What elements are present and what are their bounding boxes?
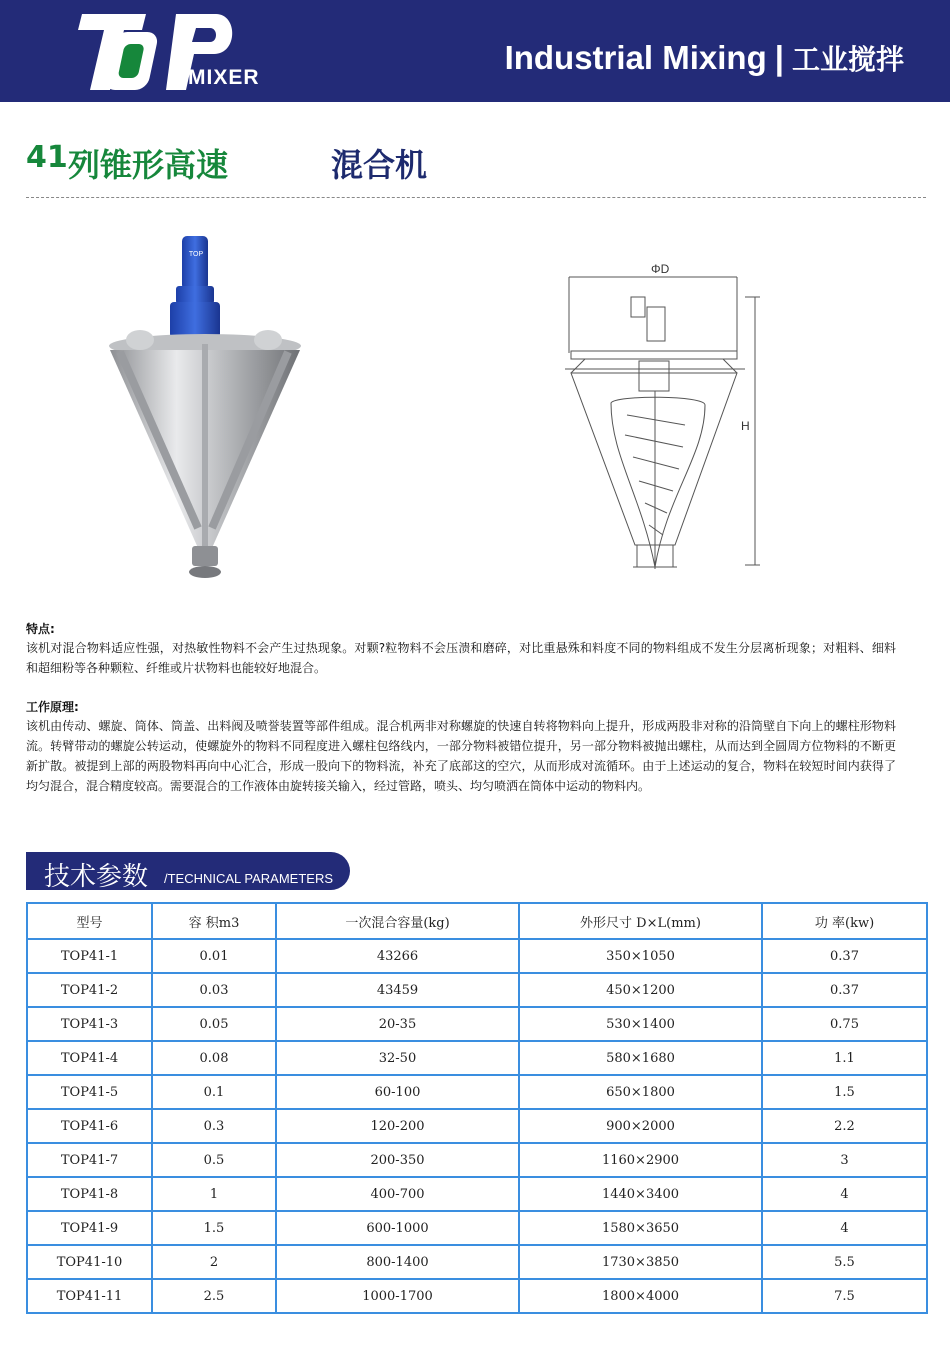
table-row xyxy=(27,1177,927,1211)
principle-text: 该机由传动、螺旋、筒体、筒盖、出料阀及喷誉装置等部件组成。混合机两非对称螺旋的快速自转将物料向上提升，形成两股非对称的沿筒壁自下向上的螺柱形物料流。转臂带动的螺旋公转运动，使螺旋外的物料不同程度进入螺柱包络线内，一部分物料被错位提升，另一部分物料被抛出螺柱，从而达到全圆周方位物料的不断更新扩散。被提到上部的两股物料再向中心汇合，形成一股向下的物料流，补充了底部这的空穴，从而形成对流循环。由于上述运动的复合，物料在较短时间内获得了均匀混合，混合精度较高。需要混合的工作液体由旋转接关输入，经过管路，喷头、均匀喷洒在筒体中运动的物料内。 xyxy=(26,719,896,793)
cell-dimensions: 580×1680 xyxy=(519,1041,762,1075)
cell-capacity: 43266 xyxy=(276,939,519,973)
cell-dimensions: 1730×3850 xyxy=(519,1245,762,1279)
cell-model: TOP41-1 xyxy=(27,939,152,973)
table-row xyxy=(27,973,927,1007)
cell-model: TOP41-4 xyxy=(27,1041,152,1075)
cell-dimensions: 1800×4000 xyxy=(519,1279,762,1313)
cell-power: 1.1 xyxy=(762,1041,927,1075)
cell-model: TOP41-5 xyxy=(27,1075,152,1109)
features-heading: 特点: xyxy=(26,622,55,636)
cell-model: TOP41-7 xyxy=(27,1143,152,1177)
cell-model: TOP41-11 xyxy=(27,1279,152,1313)
table-row xyxy=(27,1109,927,1143)
cell-dimensions: 1160×2900 xyxy=(519,1143,762,1177)
cell-model: TOP41-3 xyxy=(27,1007,152,1041)
cell-capacity: 600-1000 xyxy=(276,1211,519,1245)
height-label: H xyxy=(741,419,750,433)
cell-capacity: 400-700 xyxy=(276,1177,519,1211)
cell-model: TOP41-8 xyxy=(27,1177,152,1211)
header-power: 功 率(kw) xyxy=(762,903,927,939)
table-row xyxy=(27,939,927,973)
cell-power: 4 xyxy=(762,1211,927,1245)
cell-model: TOP41-6 xyxy=(27,1109,152,1143)
page-header xyxy=(0,0,950,102)
cell-power: 2.2 xyxy=(762,1109,927,1143)
cell-capacity: 60-100 xyxy=(276,1075,519,1109)
features-text: 该机对混合物料适应性强，对热敏性物料不会产生过热现象。对颗?粒物料不会压溃和磨碎，对比重悬殊和料度不同的物料组成不发生分层离析现象；对粗料、细料和超细粉等各种颗粒、纤维或片状物料也能较好地混合。 xyxy=(26,641,896,675)
cell-volume: 1 xyxy=(152,1177,276,1211)
cell-dimensions: 650×1800 xyxy=(519,1075,762,1109)
machine-name: 混合机 xyxy=(331,146,428,184)
cell-power: 4 xyxy=(762,1177,927,1211)
tech-params-banner xyxy=(26,852,350,890)
table-row xyxy=(27,1041,927,1075)
principle-heading: 工作原理: xyxy=(26,700,79,714)
header-batch-capacity: 一次混合容量(kg) xyxy=(276,903,519,939)
cell-volume: 0.03 xyxy=(152,973,276,1007)
spec-table xyxy=(26,902,928,1314)
cell-dimensions: 450×1200 xyxy=(519,973,762,1007)
header-dimensions: 外形尺寸 D×L(mm) xyxy=(519,903,762,939)
header-volume: 容 积m3 xyxy=(152,903,276,939)
cell-volume: 0.01 xyxy=(152,939,276,973)
header-title xyxy=(505,38,904,78)
dimension-drawing xyxy=(555,255,770,585)
header-separator: | xyxy=(774,39,784,76)
header-title-cn: 工业搅拌 xyxy=(791,44,904,75)
cell-dimensions: 900×2000 xyxy=(519,1109,762,1143)
cell-capacity: 120-200 xyxy=(276,1109,519,1143)
motor-label: TOP xyxy=(188,251,204,258)
diameter-label: ΦD xyxy=(651,262,670,276)
cell-power: 1.5 xyxy=(762,1075,927,1109)
mixer-photo xyxy=(100,228,310,588)
cell-power: 0.37 xyxy=(762,973,927,1007)
cell-power: 0.37 xyxy=(762,939,927,973)
cell-capacity: 200-350 xyxy=(276,1143,519,1177)
series-number: 41 xyxy=(26,140,68,175)
cell-capacity: 43459 xyxy=(276,973,519,1007)
tech-params-title-cn: 技术参数 xyxy=(44,862,149,892)
cell-model: TOP41-2 xyxy=(27,973,152,1007)
header-title-en: Industrial Mixing xyxy=(504,39,767,76)
cell-volume: 0.08 xyxy=(152,1041,276,1075)
brand-sub-label: MIXER xyxy=(188,66,260,89)
table-row xyxy=(27,1143,927,1177)
title-divider xyxy=(26,197,926,198)
table-row xyxy=(27,1075,927,1109)
tech-params-title-en: /TECHNICAL PARAMETERS xyxy=(164,871,334,886)
cell-volume: 0.05 xyxy=(152,1007,276,1041)
cell-power: 7.5 xyxy=(762,1279,927,1313)
cell-volume: 2.5 xyxy=(152,1279,276,1313)
table-header-row xyxy=(27,903,927,939)
table-row xyxy=(27,1245,927,1279)
table-row xyxy=(27,1279,927,1313)
product-title xyxy=(26,140,926,184)
cell-volume: 2 xyxy=(152,1245,276,1279)
cell-volume: 1.5 xyxy=(152,1211,276,1245)
cell-power: 3 xyxy=(762,1143,927,1177)
cell-model: TOP41-9 xyxy=(27,1211,152,1245)
cell-capacity: 20-35 xyxy=(276,1007,519,1041)
cell-model: TOP41-10 xyxy=(27,1245,152,1279)
header-model: 型号 xyxy=(27,903,152,939)
cell-volume: 0.3 xyxy=(152,1109,276,1143)
cell-capacity: 800-1400 xyxy=(276,1245,519,1279)
cell-capacity: 1000-1700 xyxy=(276,1279,519,1313)
series-name: 列锥形高速 xyxy=(68,146,229,184)
cell-dimensions: 1440×3400 xyxy=(519,1177,762,1211)
cell-dimensions: 350×1050 xyxy=(519,939,762,973)
cell-capacity: 32-50 xyxy=(276,1041,519,1075)
table-row xyxy=(27,1007,927,1041)
cell-dimensions: 1580×3650 xyxy=(519,1211,762,1245)
cell-volume: 0.1 xyxy=(152,1075,276,1109)
cell-power: 5.5 xyxy=(762,1245,927,1279)
cell-volume: 0.5 xyxy=(152,1143,276,1177)
table-row xyxy=(27,1211,927,1245)
cell-power: 0.75 xyxy=(762,1007,927,1041)
cell-dimensions: 530×1400 xyxy=(519,1007,762,1041)
